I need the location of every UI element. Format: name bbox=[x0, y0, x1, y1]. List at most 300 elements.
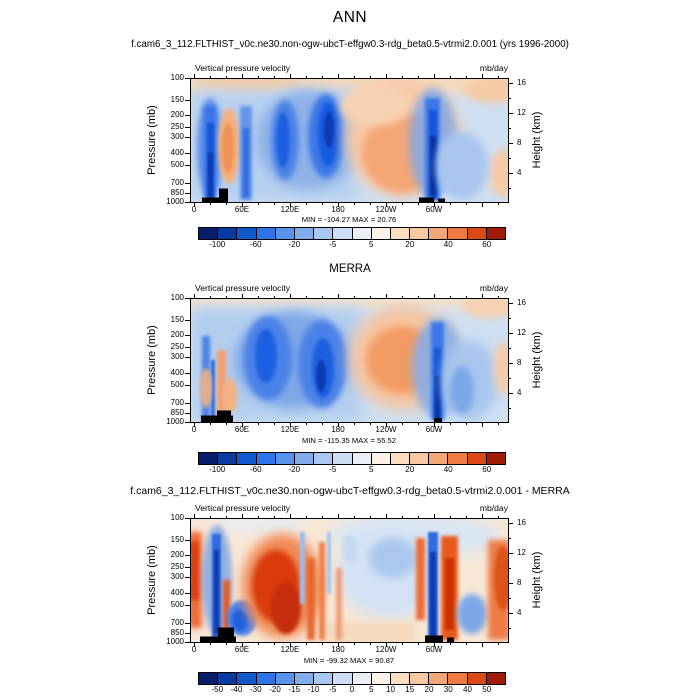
colorbar-segment bbox=[198, 452, 218, 465]
colorbar-label: -15 bbox=[288, 685, 301, 694]
colorbar-label: 20 bbox=[405, 465, 415, 474]
lon-tick-top bbox=[210, 516, 211, 518]
pressure-tick-label: 250 bbox=[170, 342, 184, 352]
colorbar-segment bbox=[332, 672, 352, 685]
pressure-tick-label: 400 bbox=[170, 367, 184, 377]
lon-tick-top bbox=[418, 516, 419, 518]
pressure-tick bbox=[185, 577, 190, 578]
pressure-tick bbox=[185, 153, 190, 154]
height-minor-tick bbox=[508, 628, 511, 629]
colorbar-label: 15 bbox=[405, 685, 415, 694]
lon-tick bbox=[258, 642, 259, 645]
colorbar-segment bbox=[409, 672, 429, 685]
colorbar-segment bbox=[313, 227, 333, 240]
lon-tick-top bbox=[402, 296, 403, 298]
lon-tick bbox=[402, 422, 403, 425]
lon-tick-label: 60W bbox=[425, 645, 443, 654]
colorbar-label: -40 bbox=[230, 685, 243, 694]
height-tick bbox=[508, 363, 513, 364]
pressure-tick-label: 200 bbox=[170, 330, 184, 340]
lon-tick-top bbox=[498, 76, 499, 78]
lon-tick-top bbox=[434, 514, 435, 518]
colorbar-segment bbox=[294, 452, 314, 465]
colorbar-segment bbox=[313, 452, 333, 465]
colorbar-label: -100 bbox=[209, 465, 226, 474]
height-tick bbox=[508, 393, 513, 394]
pressure-tick-label: 500 bbox=[170, 159, 184, 169]
panel2-ylabel-height: Height (km) bbox=[531, 331, 543, 389]
height-minor-tick bbox=[508, 318, 511, 319]
colorbar-label: 40 bbox=[443, 240, 453, 249]
colorbar-label: -60 bbox=[249, 465, 262, 474]
panel2-title: MERRA bbox=[329, 263, 371, 275]
lon-tick-label: 60W bbox=[425, 205, 443, 214]
lon-tick bbox=[482, 422, 483, 427]
colorbar-label: -50 bbox=[211, 685, 224, 694]
height-tick bbox=[508, 303, 513, 304]
colorbar-label: -5 bbox=[329, 240, 337, 249]
lon-tick-top bbox=[370, 76, 371, 78]
height-tick bbox=[508, 143, 513, 144]
colorbar-segment bbox=[486, 227, 506, 240]
height-tick-label: 8 bbox=[517, 137, 522, 147]
colorbar-segment bbox=[352, 452, 372, 465]
height-tick-label: 8 bbox=[517, 357, 522, 367]
colorbar-label: 60 bbox=[482, 465, 492, 474]
lon-tick-label: 180 bbox=[331, 425, 345, 434]
pressure-tick-label: 100 bbox=[170, 73, 184, 82]
panel2-minmax: MIN = -115.35 MAX = 55.52 bbox=[302, 436, 396, 445]
colorbar-label: -30 bbox=[249, 685, 262, 694]
pressure-tick-label: 200 bbox=[170, 550, 184, 560]
lon-tick-top bbox=[306, 296, 307, 298]
pressure-tick-label: 700 bbox=[170, 397, 184, 407]
height-minor-tick bbox=[508, 158, 511, 159]
height-tick bbox=[508, 583, 513, 584]
pressure-tick-label: 100 bbox=[170, 293, 184, 302]
panel2-ylabel-pressure: Pressure (mb) bbox=[146, 325, 158, 395]
lon-tick bbox=[210, 642, 211, 645]
lon-tick-top bbox=[450, 76, 451, 78]
lon-tick-top bbox=[434, 294, 435, 298]
colorbar-segment bbox=[332, 452, 352, 465]
height-minor-tick bbox=[508, 188, 511, 189]
colorbar-segment bbox=[371, 452, 391, 465]
lon-tick bbox=[306, 422, 307, 425]
pressure-tick bbox=[185, 78, 190, 79]
colorbar-segment bbox=[198, 227, 218, 240]
colorbar-label: 5 bbox=[369, 240, 374, 249]
pressure-tick bbox=[185, 567, 190, 568]
panel3-ylabel-height: Height (km) bbox=[531, 551, 543, 609]
lon-tick-top bbox=[258, 516, 259, 518]
colorbar-label: 10 bbox=[386, 685, 395, 694]
lon-tick bbox=[370, 422, 371, 425]
lon-tick bbox=[322, 202, 323, 205]
lon-tick bbox=[226, 642, 227, 645]
colorbar-segment bbox=[371, 672, 391, 685]
lon-tick-top bbox=[290, 74, 291, 78]
colorbar-label: -100 bbox=[209, 240, 226, 249]
pressure-tick-label: 1000 bbox=[166, 417, 184, 426]
lon-tick bbox=[466, 202, 467, 205]
colorbar bbox=[198, 672, 506, 683]
pressure-tick bbox=[185, 422, 190, 423]
lon-tick-top bbox=[194, 294, 195, 298]
colorbar-segment bbox=[217, 672, 237, 685]
lon-tick-top bbox=[274, 296, 275, 298]
lon-tick-label: 120E bbox=[280, 205, 300, 214]
colorbar-segment bbox=[332, 227, 352, 240]
lon-tick-top bbox=[450, 296, 451, 298]
lon-tick-top bbox=[450, 516, 451, 518]
lon-tick bbox=[466, 642, 467, 645]
lon-tick-label: 0 bbox=[191, 205, 197, 214]
height-minor-tick bbox=[508, 98, 511, 99]
panel2-field-label: Vertical pressure velocity bbox=[195, 283, 291, 293]
lon-tick-label: 0 bbox=[191, 425, 197, 434]
lon-tick-top bbox=[338, 294, 339, 298]
colorbar-segment bbox=[447, 227, 467, 240]
pressure-tick-label: 1000 bbox=[166, 637, 184, 646]
lon-tick bbox=[466, 422, 467, 425]
lon-tick bbox=[226, 422, 227, 425]
colorbar-label: -5 bbox=[329, 465, 337, 474]
height-tick bbox=[508, 613, 513, 614]
lon-tick-top bbox=[498, 296, 499, 298]
pressure-tick bbox=[185, 555, 190, 556]
pressure-tick-label: 700 bbox=[170, 617, 184, 627]
pressure-tick bbox=[185, 320, 190, 321]
lon-tick-label: 180 bbox=[331, 205, 345, 214]
height-tick-label: 8 bbox=[517, 577, 522, 587]
lon-tick bbox=[418, 642, 419, 645]
colorbar-segment bbox=[371, 227, 391, 240]
lon-tick-top bbox=[482, 514, 483, 518]
pressure-tick bbox=[185, 127, 190, 128]
lon-tick-top bbox=[322, 76, 323, 78]
pressure-tick bbox=[185, 100, 190, 101]
pressure-tick bbox=[185, 593, 190, 594]
panel3-field-label: Vertical pressure velocity bbox=[195, 503, 291, 513]
colorbar-segment bbox=[275, 452, 295, 465]
colorbar-segment bbox=[236, 452, 256, 465]
panel2-units-label: mb/day bbox=[479, 283, 508, 293]
colorbar-label: -20 bbox=[288, 240, 301, 249]
panel1-ylabel-height: Height (km) bbox=[531, 111, 543, 169]
lon-tick-top bbox=[370, 296, 371, 298]
colorbar-label: 5 bbox=[369, 465, 374, 474]
pressure-tick-label: 500 bbox=[170, 379, 184, 389]
height-tick-label: 16 bbox=[517, 298, 526, 308]
lon-tick-top bbox=[338, 514, 339, 518]
panel3-units-label: mb/day bbox=[479, 503, 508, 513]
pressure-tick bbox=[185, 165, 190, 166]
colorbar-segment bbox=[256, 672, 276, 685]
height-minor-tick bbox=[508, 538, 511, 539]
height-minor-tick bbox=[508, 378, 511, 379]
panel2-frame bbox=[190, 298, 509, 423]
height-minor-tick bbox=[508, 408, 511, 409]
pressure-tick-label: 150 bbox=[170, 534, 184, 544]
colorbar-segment bbox=[294, 672, 314, 685]
pressure-tick bbox=[185, 373, 190, 374]
lon-tick-top bbox=[418, 296, 419, 298]
pressure-tick-label: 850 bbox=[170, 188, 184, 198]
colorbar-segment bbox=[236, 227, 256, 240]
colorbar bbox=[198, 227, 506, 238]
lon-tick-top bbox=[386, 294, 387, 298]
lon-tick bbox=[210, 422, 211, 425]
colorbar-label: 20 bbox=[424, 685, 434, 694]
height-minor-tick bbox=[508, 568, 511, 569]
lon-tick bbox=[370, 642, 371, 645]
lon-tick-top bbox=[242, 514, 243, 518]
pressure-tick-label: 250 bbox=[170, 122, 184, 132]
pressure-tick bbox=[185, 385, 190, 386]
lon-tick bbox=[402, 202, 403, 205]
lon-tick-top bbox=[194, 514, 195, 518]
lon-tick-top bbox=[498, 516, 499, 518]
pressure-tick-label: 250 bbox=[170, 562, 184, 572]
colorbar-segment bbox=[486, 672, 506, 685]
lon-tick-top bbox=[402, 76, 403, 78]
panel3-minmax: MIN = -99.32 MAX = 90.87 bbox=[303, 656, 395, 665]
height-tick-label: 12 bbox=[517, 327, 526, 337]
pressure-tick bbox=[185, 193, 190, 194]
lon-tick bbox=[498, 202, 499, 205]
lon-tick bbox=[450, 202, 451, 205]
lon-tick-label: 120E bbox=[280, 645, 300, 654]
lon-tick bbox=[498, 422, 499, 425]
lon-tick bbox=[498, 642, 499, 645]
pressure-tick bbox=[185, 347, 190, 348]
lon-tick-top bbox=[242, 74, 243, 78]
lon-tick bbox=[210, 202, 211, 205]
lon-tick-top bbox=[466, 76, 467, 78]
lon-tick bbox=[274, 422, 275, 425]
colorbar-label: 20 bbox=[405, 240, 415, 249]
colorbar-segment bbox=[236, 672, 256, 685]
pressure-tick-label: 850 bbox=[170, 628, 184, 638]
lon-tick bbox=[354, 202, 355, 205]
colorbar-segment bbox=[275, 672, 295, 685]
height-tick-label: 16 bbox=[517, 78, 526, 88]
lon-tick bbox=[482, 642, 483, 647]
lon-tick-top bbox=[322, 296, 323, 298]
pressure-tick bbox=[185, 642, 190, 643]
colorbar-label: 40 bbox=[463, 685, 472, 694]
colorbar bbox=[198, 452, 506, 463]
panel1-minmax: MIN = -104.27 MAX = 20.76 bbox=[301, 215, 397, 224]
colorbar-segment bbox=[428, 227, 448, 240]
lon-tick-top bbox=[290, 514, 291, 518]
pressure-tick bbox=[185, 115, 190, 116]
lon-tick bbox=[418, 422, 419, 425]
height-tick-label: 12 bbox=[517, 547, 526, 557]
colorbar-segment bbox=[390, 452, 410, 465]
lon-tick-label: 180 bbox=[331, 645, 345, 654]
height-minor-tick bbox=[508, 348, 511, 349]
lon-tick-top bbox=[386, 74, 387, 78]
lon-tick bbox=[226, 202, 227, 205]
colorbar-label: -5 bbox=[329, 685, 337, 694]
lon-tick bbox=[258, 422, 259, 425]
pressure-tick-label: 150 bbox=[170, 94, 184, 104]
panel3-ylabel-pressure: Pressure (mb) bbox=[146, 545, 158, 615]
lon-tick-top bbox=[354, 296, 355, 298]
lon-tick-label: 60E bbox=[234, 645, 250, 654]
panel3-title: f.cam6_3_112.FLTHIST_v0c.ne30.non-ogw-ubcT-effgw0.3-rdg_beta0.5-vtrmi2.0.001 - MERRA bbox=[130, 485, 570, 497]
pressure-tick bbox=[185, 403, 190, 404]
pressure-tick-label: 700 bbox=[170, 177, 184, 187]
pressure-tick bbox=[185, 633, 190, 634]
lon-tick bbox=[322, 422, 323, 425]
lon-tick-label: 120W bbox=[375, 425, 397, 434]
colorbar-label: -60 bbox=[249, 240, 262, 249]
colorbar-label: -20 bbox=[269, 685, 281, 694]
pressure-tick-label: 1000 bbox=[166, 197, 184, 206]
pressure-tick-label: 850 bbox=[170, 408, 184, 418]
pressure-tick bbox=[185, 298, 190, 299]
pressure-tick bbox=[185, 202, 190, 203]
colorbar-segment bbox=[198, 672, 218, 685]
colorbar-segment bbox=[294, 227, 314, 240]
lon-tick bbox=[450, 642, 451, 645]
lon-tick bbox=[418, 202, 419, 205]
lon-tick-top bbox=[338, 74, 339, 78]
lon-tick-top bbox=[418, 76, 419, 78]
lon-tick-top bbox=[466, 516, 467, 518]
colorbar-segment bbox=[275, 227, 295, 240]
lon-tick-top bbox=[402, 516, 403, 518]
pressure-tick bbox=[185, 605, 190, 606]
height-tick bbox=[508, 113, 513, 114]
lon-tick-top bbox=[242, 294, 243, 298]
pressure-tick bbox=[185, 335, 190, 336]
lon-tick bbox=[274, 642, 275, 645]
lon-tick-top bbox=[226, 296, 227, 298]
colorbar-segment bbox=[467, 672, 487, 685]
colorbar-segment bbox=[390, 672, 410, 685]
lon-tick-top bbox=[210, 76, 211, 78]
colorbar-segment bbox=[256, 452, 276, 465]
colorbar-segment bbox=[390, 227, 410, 240]
pressure-tick bbox=[185, 623, 190, 624]
lon-tick bbox=[322, 642, 323, 645]
lon-tick bbox=[450, 422, 451, 425]
colorbar-label: 50 bbox=[482, 685, 492, 694]
lon-tick bbox=[370, 202, 371, 205]
height-tick-label: 12 bbox=[517, 107, 526, 117]
lon-tick bbox=[354, 422, 355, 425]
lon-tick-label: 120E bbox=[280, 425, 300, 434]
colorbar-segment bbox=[409, 452, 429, 465]
height-minor-tick bbox=[508, 128, 511, 129]
height-tick bbox=[508, 83, 513, 84]
pressure-tick-label: 200 bbox=[170, 110, 184, 120]
colorbar-segment bbox=[352, 227, 372, 240]
panel1-ylabel-pressure: Pressure (mb) bbox=[146, 105, 158, 175]
lon-tick-top bbox=[226, 516, 227, 518]
height-tick bbox=[508, 523, 513, 524]
lon-tick-label: 120W bbox=[375, 645, 397, 654]
lon-tick-top bbox=[386, 514, 387, 518]
lon-tick bbox=[482, 202, 483, 207]
pressure-tick-label: 300 bbox=[170, 132, 184, 142]
colorbar-label: 40 bbox=[443, 465, 453, 474]
pressure-tick-label: 100 bbox=[170, 513, 184, 522]
colorbar-segment bbox=[467, 227, 487, 240]
colorbar-segment bbox=[486, 452, 506, 465]
lon-tick-label: 0 bbox=[191, 645, 197, 654]
pressure-tick-label: 400 bbox=[170, 147, 184, 157]
colorbar-label: -10 bbox=[307, 685, 320, 694]
lon-tick-top bbox=[290, 294, 291, 298]
panel1-title: f.cam6_3_112.FLTHIST_v0c.ne30.non-ogw-ubcT-effgw0.3-rdg_beta0.5-vtrmi2.0.001 (yrs 1996-2000) bbox=[131, 39, 569, 50]
panel1-field-label: Vertical pressure velocity bbox=[195, 63, 291, 73]
lon-tick-top bbox=[434, 74, 435, 78]
colorbar-label: 60 bbox=[482, 240, 492, 249]
height-tick-label: 4 bbox=[517, 387, 522, 397]
lon-tick bbox=[402, 642, 403, 645]
panel1-units-label: mb/day bbox=[479, 63, 508, 73]
colorbar-segment bbox=[447, 672, 467, 685]
colorbar-segment bbox=[467, 452, 487, 465]
figure-title: ANN bbox=[332, 9, 368, 26]
lon-tick bbox=[274, 202, 275, 205]
lon-tick-top bbox=[370, 516, 371, 518]
lon-tick-top bbox=[258, 76, 259, 78]
height-tick-label: 16 bbox=[517, 518, 526, 528]
pressure-tick-label: 150 bbox=[170, 314, 184, 324]
colorbar-segment bbox=[217, 227, 237, 240]
lon-tick-top bbox=[354, 516, 355, 518]
colorbar-label: 30 bbox=[443, 685, 453, 694]
lon-tick bbox=[354, 642, 355, 645]
lon-tick-label: 60E bbox=[234, 205, 250, 214]
lon-tick-top bbox=[258, 296, 259, 298]
lon-tick-label: 120W bbox=[375, 205, 397, 214]
colorbar-segment bbox=[447, 452, 467, 465]
lon-tick-top bbox=[482, 294, 483, 298]
height-tick-label: 4 bbox=[517, 167, 522, 177]
colorbar-label: -20 bbox=[288, 465, 301, 474]
colorbar-segment bbox=[352, 672, 372, 685]
colorbar-segment bbox=[217, 452, 237, 465]
pressure-tick-label: 300 bbox=[170, 352, 184, 362]
lon-tick-top bbox=[226, 76, 227, 78]
height-tick bbox=[508, 333, 513, 334]
height-tick-label: 4 bbox=[517, 607, 522, 617]
colorbar-segment bbox=[409, 227, 429, 240]
panel3-frame bbox=[190, 518, 509, 643]
lon-tick-top bbox=[210, 296, 211, 298]
lon-tick-top bbox=[482, 74, 483, 78]
colorbar-segment bbox=[313, 672, 333, 685]
lon-tick bbox=[306, 642, 307, 645]
lon-tick-top bbox=[194, 74, 195, 78]
lon-tick bbox=[258, 202, 259, 205]
lon-tick-top bbox=[322, 516, 323, 518]
pressure-tick bbox=[185, 413, 190, 414]
colorbar-label: 5 bbox=[369, 685, 374, 694]
colorbar-segment bbox=[428, 452, 448, 465]
lon-tick-top bbox=[354, 76, 355, 78]
pressure-tick bbox=[185, 137, 190, 138]
panel1-frame bbox=[190, 78, 509, 203]
colorbar-segment bbox=[256, 227, 276, 240]
